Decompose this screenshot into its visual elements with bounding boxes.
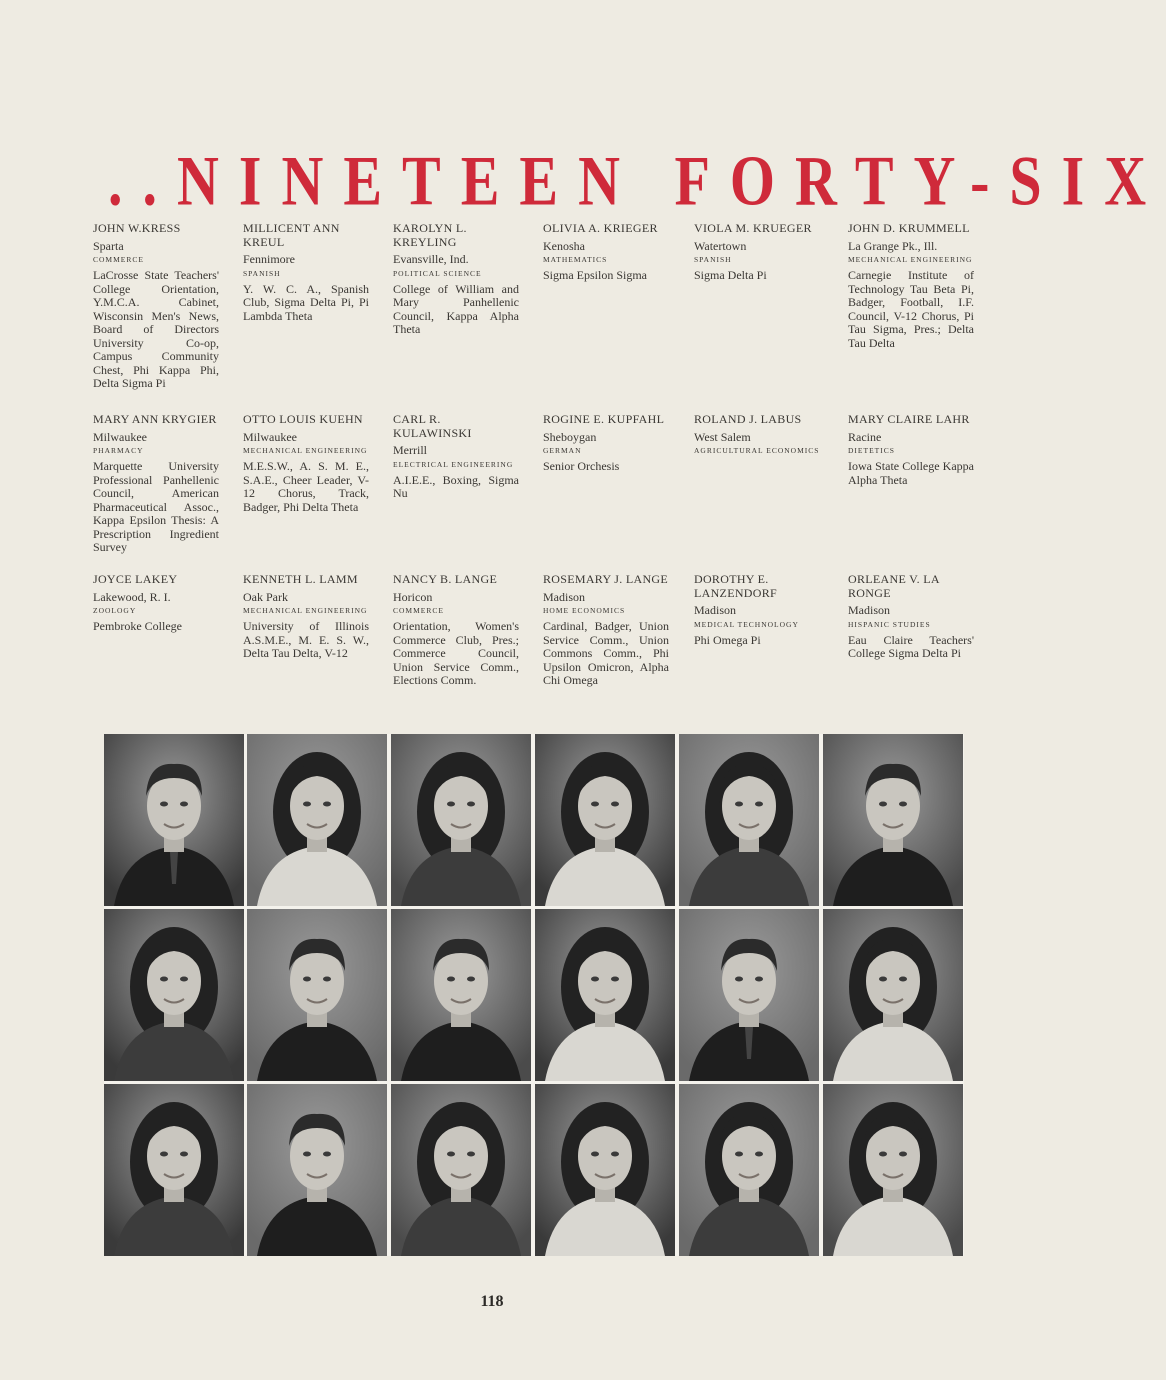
senior-name: ROSEMARY J. LANGE xyxy=(543,572,669,586)
senior-major: MATHEMATICS xyxy=(543,255,608,264)
senior-activities: Orientation, Women's Commerce Club, Pres.; Commerce Council, Union Service Comm., Elections Comm. xyxy=(393,619,519,687)
senior-hometown: Sheboygan xyxy=(543,429,597,444)
senior-name: MARY CLAIRE LAHR xyxy=(848,412,970,426)
senior-name: ORLEANE V. LA RONGE xyxy=(848,572,940,600)
senior-hometown: Madison xyxy=(694,603,736,617)
senior-name: MARY ANN KRYGIER xyxy=(93,412,217,426)
senior-hometown: Lakewood, R. I. xyxy=(93,589,171,604)
senior-hometown: Racine xyxy=(848,429,882,444)
senior-name: KENNETH L. LAMM xyxy=(243,572,358,586)
senior-name: OLIVIA A. KRIEGER xyxy=(543,221,658,235)
senior-activities: A.I.E.E., Boxing, Sigma Nu xyxy=(393,472,519,500)
photo-grid xyxy=(104,734,964,1256)
senior-hometown: La Grange Pk., Ill. xyxy=(848,238,938,253)
senior-entry xyxy=(393,222,519,337)
senior-activities: Pembroke College xyxy=(93,619,182,633)
senior-hometown: Watertown xyxy=(694,238,747,253)
senior-activities: Sigma Delta Pi xyxy=(694,268,767,282)
senior-hometown: Madison xyxy=(543,589,585,604)
senior-major: GERMAN xyxy=(543,446,582,455)
senior-activities: LaCrosse State Teachers' College Orientation, Y.M.C.A. Cabinet, Wisconsin Men's News, Board of Directors University Co-op, Campus Community Chest, Phi Kappa Phi, Delta Sigma Pi xyxy=(93,268,219,390)
senior-entry xyxy=(543,573,669,688)
senior-entry xyxy=(848,573,974,661)
portrait-woman-icon xyxy=(391,734,531,906)
senior-major: PHARMACY xyxy=(93,446,144,455)
senior-entry xyxy=(694,573,820,647)
senior-activities: College of William and Mary Panhellenic Council, Kappa Alpha Theta xyxy=(393,281,519,336)
portrait-woman-icon xyxy=(679,1084,819,1256)
senior-entry xyxy=(543,413,669,474)
portrait-man-icon xyxy=(247,909,387,1081)
senior-entry xyxy=(243,573,369,661)
senior-entry xyxy=(543,222,669,283)
senior-activities: Y. W. C. A., Spanish Club, Sigma Delta Pi, Pi Lambda Theta xyxy=(243,281,369,323)
senior-entry xyxy=(243,413,369,514)
senior-major: SPANISH xyxy=(243,268,281,278)
senior-major: MECHANICAL ENGINEERING xyxy=(243,606,368,615)
senior-name: ROGINE E. KUPFAHL xyxy=(543,412,665,426)
portrait-man-icon xyxy=(679,909,819,1081)
portrait-man-icon xyxy=(391,909,531,1081)
portrait-woman-icon xyxy=(535,734,675,906)
senior-name: ROLAND J. LABUS xyxy=(694,412,802,426)
senior-hometown: Milwaukee xyxy=(93,429,147,444)
senior-hometown: Fennimore xyxy=(243,252,295,266)
senior-activities: Phi Omega Pi xyxy=(694,632,761,647)
senior-activities: M.E.S.W., A. S. M. E., S.A.E., Cheer Leader, V-12 Chorus, Track, Badger, Phi Delta Theta xyxy=(243,459,369,514)
senior-activities: Cardinal, Badger, Union Service Comm., Union Commons Comm., Phi Upsilon Omicron, Alpha Chi Omega xyxy=(543,619,669,687)
senior-entry xyxy=(93,413,219,555)
senior-activities: Eau Claire Teachers' College Sigma Delta Pi xyxy=(848,632,974,660)
senior-major: MECHANICAL ENGINEERING xyxy=(848,255,973,264)
page-number: 118 xyxy=(480,1293,504,1310)
senior-name: MILLICENT ANN KREUL xyxy=(243,221,340,249)
senior-hometown: Evansville, Ind. xyxy=(393,252,469,266)
portrait-woman-icon xyxy=(535,1084,675,1256)
senior-entry xyxy=(848,413,974,487)
senior-hometown: Sparta xyxy=(93,238,124,253)
senior-hometown: Merrill xyxy=(393,443,427,457)
senior-name: NANCY B. LANGE xyxy=(393,572,498,586)
senior-major: HOME ECONOMICS xyxy=(543,606,626,615)
senior-major: MEDICAL TECHNOLOGY xyxy=(694,619,799,629)
senior-entry xyxy=(243,222,369,323)
senior-major: POLITICAL SCIENCE xyxy=(393,268,482,278)
senior-activities: Senior Orchesis xyxy=(543,459,620,473)
senior-hometown: Horicon xyxy=(393,589,433,604)
senior-activities: Marquette University Professional Panhellenic Council, American Pharmaceutical Assoc., Kappa Epsilon Thesis: A Prescription Ingredient Survey xyxy=(93,459,219,554)
senior-hometown: West Salem xyxy=(694,429,751,444)
portrait-woman-icon xyxy=(391,1084,531,1256)
portrait-woman-icon xyxy=(823,909,963,1081)
senior-name: DOROTHY E. LANZENDORF xyxy=(694,572,777,600)
senior-hometown: Madison xyxy=(848,603,890,617)
senior-hometown: Oak Park xyxy=(243,589,288,604)
portrait-woman-icon xyxy=(247,734,387,906)
senior-activities: Carnegie Institute of Technology Tau Beta Pi, Badger, Football, I.F. Council, V-12 Chorus, Pi Tau Sigma, Pres.; Delta Tau Delta xyxy=(848,268,974,350)
portrait-man-icon xyxy=(247,1084,387,1256)
senior-major: COMMERCE xyxy=(393,606,444,615)
senior-major: SPANISH xyxy=(694,255,732,264)
senior-name: VIOLA M. KRUEGER xyxy=(694,221,812,235)
senior-name: KAROLYN L. KREYLING xyxy=(393,221,467,249)
senior-name: JOHN W.KRESS xyxy=(93,221,181,235)
portrait-woman-icon xyxy=(679,734,819,906)
senior-entry xyxy=(93,222,219,391)
senior-hometown: Milwaukee xyxy=(243,429,297,444)
senior-major: MECHANICAL ENGINEERING xyxy=(243,446,368,455)
senior-entry xyxy=(393,573,519,688)
senior-hometown: Kenosha xyxy=(543,238,585,253)
portrait-woman-icon xyxy=(104,1084,244,1256)
senior-activities: University of Illinois A.S.M.E., M. E. S. W., Delta Tau Delta, V-12 xyxy=(243,619,369,660)
senior-entry xyxy=(393,413,519,501)
senior-major: COMMERCE xyxy=(93,255,144,264)
portrait-woman-icon xyxy=(535,909,675,1081)
senior-activities: Sigma Epsilon Sigma xyxy=(543,268,648,282)
portrait-woman-icon xyxy=(104,909,244,1081)
senior-entry xyxy=(93,573,219,634)
senior-name: OTTO LOUIS KUEHN xyxy=(243,412,363,426)
senior-major: ZOOLOGY xyxy=(93,606,137,615)
portrait-man-icon xyxy=(823,734,963,906)
portrait-woman-icon xyxy=(823,1084,963,1256)
senior-major: DIETETICS xyxy=(848,446,895,455)
senior-name: JOYCE LAKEY xyxy=(93,572,178,586)
page-title: ..NINETEEN FORTY-SIX xyxy=(108,141,1166,221)
senior-name: CARL R. KULAWINSKI xyxy=(393,412,472,440)
senior-major: ELECTRICAL ENGINEERING xyxy=(393,459,514,469)
senior-entry xyxy=(848,222,974,350)
portrait-man-icon xyxy=(104,734,244,906)
senior-entry xyxy=(694,222,820,283)
senior-name: JOHN D. KRUMMELL xyxy=(848,221,970,235)
senior-activities: Iowa State College Kappa Alpha Theta xyxy=(848,459,974,487)
senior-entry xyxy=(694,413,820,460)
senior-major: HISPANIC STUDIES xyxy=(848,619,931,629)
senior-major: AGRICULTURAL ECONOMICS xyxy=(694,446,820,455)
